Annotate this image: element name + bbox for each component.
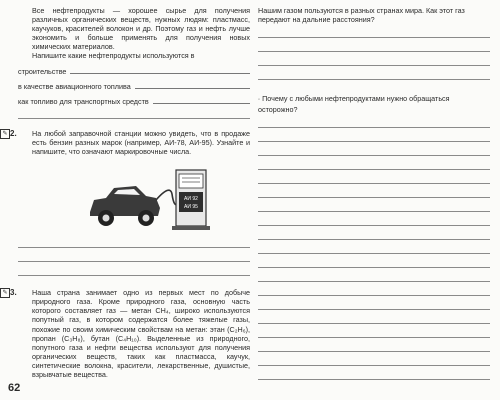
answer-line[interactable] xyxy=(18,275,250,276)
task-number: 2. xyxy=(10,128,17,138)
task-number: 3. xyxy=(10,288,17,298)
answer-line[interactable] xyxy=(258,379,490,380)
pump-label: АИ 95 xyxy=(184,204,198,211)
car-and-pump-icon xyxy=(84,164,214,234)
answer-line[interactable] xyxy=(258,141,490,142)
answer-line[interactable] xyxy=(258,337,490,338)
answer-line[interactable] xyxy=(258,51,490,52)
answer-line[interactable] xyxy=(258,351,490,352)
task-3 xyxy=(2,288,250,379)
answer-line[interactable] xyxy=(18,247,250,248)
right-column xyxy=(258,6,490,380)
answer-line[interactable] xyxy=(18,118,250,119)
answer-line[interactable] xyxy=(258,225,490,226)
answer-line[interactable] xyxy=(258,281,490,282)
fill-row-transport xyxy=(18,97,250,106)
answer-line[interactable] xyxy=(258,169,490,170)
task-3-text: Наша страна занимает одно из первых мест по добыче природного газа. Кроме природного газа, основную часть которого составляет газ — метан CH₄, широко используются попутный газ, в котором содержатся более тяжелые газы, похожие по своим химическим свойствам на метан: этан (C₂H₆), пропан (C₃H₈), бутан (C₄H₁₀). Выделенные из природного, попутного газа и нефти вещества используют для получения органических веществ, таких как пластмасса, каучук, синтетические волокна, красители, лекарственные, душистые, взрывчатые вещества. xyxy=(32,288,250,379)
answer-line[interactable] xyxy=(258,323,490,324)
answer-line[interactable] xyxy=(258,295,490,296)
task-marker-icon: ✎ xyxy=(0,288,10,298)
answer-line[interactable] xyxy=(258,183,490,184)
task-2-answer-lines xyxy=(18,247,250,276)
task-2 xyxy=(2,128,250,157)
fill-row-construction xyxy=(18,67,250,76)
answer-line[interactable] xyxy=(258,239,490,240)
answer-line[interactable] xyxy=(258,155,490,156)
task-marker-icon: ✎ xyxy=(0,129,10,139)
answer-line[interactable] xyxy=(258,253,490,254)
question-text: Почему с любыми нефтепродуктами нужно обращаться осторожно? xyxy=(258,94,450,115)
question-gas-transport: Нашим газом пользуются в разных странах мира. Как этот газ передают на дальние расстояния? xyxy=(258,6,465,25)
gas-station-illustration xyxy=(84,164,214,234)
answer-line[interactable] xyxy=(258,127,490,128)
intro-paragraph: Все нефтепродукты — хорошее сырье для получения различных органических веществ, нужных людям: пластмасс, каучуков, красителей волокон и др. Поэтому газ и нефть лучше экономить и больше применять для получения новых химических материалов. xyxy=(32,6,250,52)
answer-line[interactable] xyxy=(258,267,490,268)
gas-answer-lines xyxy=(258,37,490,80)
question-oil-safety xyxy=(258,94,490,114)
answer-line[interactable] xyxy=(135,88,250,89)
answer-line[interactable] xyxy=(18,261,250,262)
answer-line[interactable] xyxy=(258,197,490,198)
answer-line[interactable] xyxy=(258,365,490,366)
pump-label: АИ 92 xyxy=(184,196,198,203)
answer-line[interactable] xyxy=(258,309,490,310)
fill-label: как топливо для транспортных средств xyxy=(18,96,149,106)
answer-line[interactable] xyxy=(153,103,250,104)
answer-line[interactable] xyxy=(258,79,490,80)
answer-line[interactable] xyxy=(258,211,490,212)
intro-prompt: Напишите какие нефтепродукты используются в xyxy=(32,51,195,61)
bullet-icon: ◦ xyxy=(258,97,261,104)
answer-line[interactable] xyxy=(258,65,490,66)
left-column xyxy=(2,6,250,379)
answer-line[interactable] xyxy=(70,73,250,74)
page-number: 62 xyxy=(8,382,21,394)
fill-label: строительстве xyxy=(18,66,67,76)
fill-label: в качестве авиационного топлива xyxy=(18,81,131,91)
safety-answer-lines xyxy=(258,127,490,380)
task-2-text: На любой заправочной станции можно увидеть, что в продаже есть бензин разных марок (например, АИ-78, АИ-95). Узнайте и напишите, что означают маркировочные числа. xyxy=(32,128,250,157)
answer-line[interactable] xyxy=(258,37,490,38)
fill-row-aviation xyxy=(18,82,250,91)
